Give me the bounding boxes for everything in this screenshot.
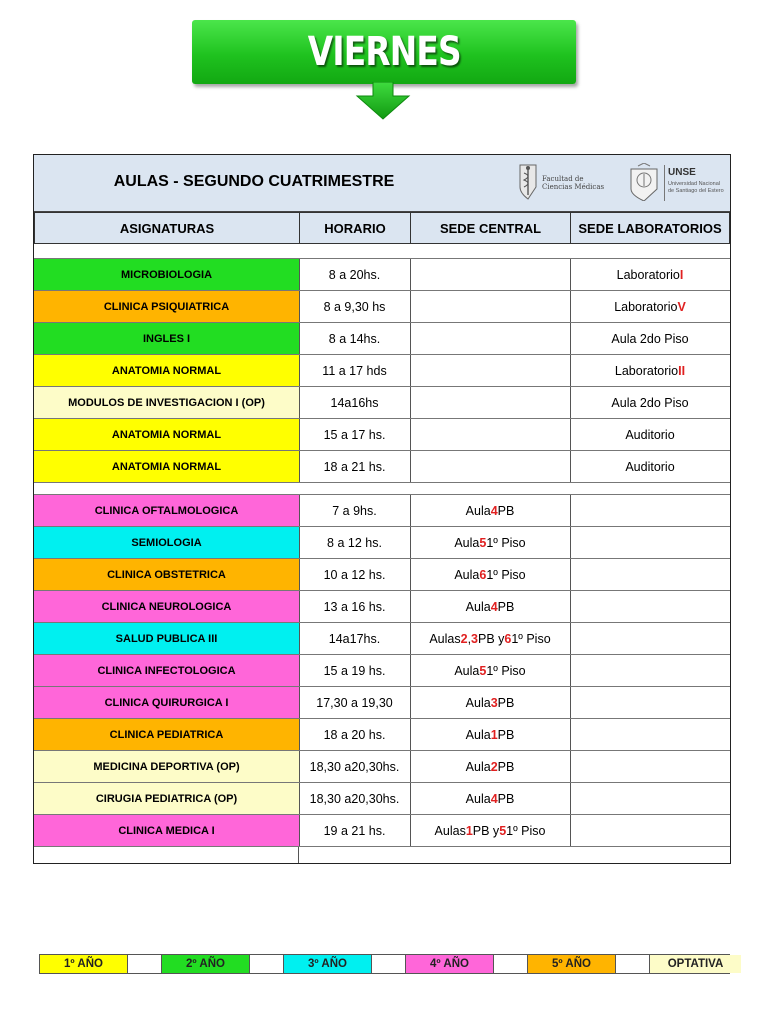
sede-laboratorios-cell xyxy=(570,387,730,419)
schedule-cell: 8 a 20hs. xyxy=(299,259,411,291)
header-asignaturas: ASIGNATURAS xyxy=(34,212,300,244)
room-text: 1º Piso xyxy=(486,567,526,582)
room-text: PB xyxy=(497,503,515,518)
schedule-cell: 8 a 12 hs. xyxy=(299,527,411,559)
room-number: 3 xyxy=(490,695,498,710)
schedule-cell: 13 a 16 hs. xyxy=(299,591,411,623)
sede-central-cell xyxy=(410,527,571,559)
room-number: I xyxy=(679,267,684,282)
subject-cell: ANATOMIA NORMAL xyxy=(34,419,300,451)
room-number: V xyxy=(677,299,686,314)
sede-laboratorios-cell xyxy=(570,259,730,291)
room-number: 5 xyxy=(479,663,487,678)
schedule-cell: 18,30 a20,30hs. xyxy=(299,751,411,783)
university-logo-line2: de Santiago del Estero xyxy=(668,187,724,194)
sede-central-cell xyxy=(410,495,571,527)
room-number: II xyxy=(678,363,686,378)
university-logo xyxy=(628,161,728,207)
room-number: 1 xyxy=(490,727,498,742)
table-title-row xyxy=(34,155,730,212)
schedule-cell: 15 a 17 hs. xyxy=(299,419,411,451)
sede-central-cell xyxy=(410,451,571,483)
legend-gap xyxy=(494,955,528,973)
caduceus-icon xyxy=(516,163,540,201)
sede-central-cell xyxy=(410,259,571,291)
arrow-down-icon xyxy=(355,82,411,120)
room-text: Aula xyxy=(465,759,491,774)
room-number: 6 xyxy=(504,631,512,646)
room-text: Aulas xyxy=(429,631,461,646)
sede-central-cell xyxy=(410,291,571,323)
sede-laboratorios-cell xyxy=(570,783,730,815)
sede-central-cell xyxy=(410,323,571,355)
room-text: Laboratorio xyxy=(616,267,680,282)
room-text: PB xyxy=(497,695,515,710)
sede-central-cell xyxy=(410,419,571,451)
room-text: Aula xyxy=(465,599,491,614)
subject-cell: MICROBIOLOGIA xyxy=(34,259,300,291)
university-logo-line1: Universidad Nacional xyxy=(668,181,720,187)
day-title: VIERNES xyxy=(307,29,461,75)
university-logo-title: UNSE xyxy=(668,167,696,178)
legend-item: 1º AÑO xyxy=(40,955,128,973)
room-text: , xyxy=(467,631,472,646)
year-color-legend xyxy=(39,954,730,974)
room-number: 4 xyxy=(490,599,498,614)
sede-laboratorios-cell xyxy=(570,655,730,687)
subject-cell: CLINICA PEDIATRICA xyxy=(34,719,300,751)
schedule-cell: 18 a 20 hs. xyxy=(299,719,411,751)
subject-cell: CLINICA PSIQUIATRICA xyxy=(34,291,300,323)
subject-cell: CLINICA QUIRURGICA I xyxy=(34,687,300,719)
schedule-table xyxy=(33,154,731,864)
legend-item: 3º AÑO xyxy=(284,955,372,973)
room-text: Aula xyxy=(454,535,480,550)
sede-laboratorios-cell xyxy=(570,751,730,783)
room-number: 6 xyxy=(479,567,487,582)
room-text: Aula xyxy=(465,791,491,806)
sede-laboratorios-cell xyxy=(570,495,730,527)
room-number: 5 xyxy=(479,535,487,550)
legend-gap xyxy=(372,955,406,973)
room-text: Aula 2do Piso xyxy=(611,331,689,346)
sede-central-cell xyxy=(410,719,571,751)
legend-item: OPTATIVA xyxy=(650,955,741,973)
header-sede-central: SEDE CENTRAL xyxy=(410,212,571,244)
subject-cell: INGLES I xyxy=(34,323,300,355)
schedule-cell: 19 a 21 hs. xyxy=(299,815,411,847)
schedule-cell: 15 a 19 hs. xyxy=(299,655,411,687)
room-text: Aula xyxy=(465,727,491,742)
room-text: Aula xyxy=(454,663,480,678)
room-text: Laboratorio xyxy=(614,363,679,378)
sede-laboratorios-cell xyxy=(570,687,730,719)
schedule-cell: 8 a 9,30 hs xyxy=(299,291,411,323)
legend-item: 5º AÑO xyxy=(528,955,616,973)
subject-cell: CLINICA NEUROLOGICA xyxy=(34,591,300,623)
subject-cell: ANATOMIA NORMAL xyxy=(34,355,300,387)
sede-laboratorios-cell xyxy=(570,591,730,623)
schedule-cell: 17,30 a 19,30 xyxy=(299,687,411,719)
sede-laboratorios-cell xyxy=(570,559,730,591)
room-text: 1º Piso xyxy=(511,631,551,646)
university-seal-icon xyxy=(628,163,660,201)
day-banner xyxy=(192,20,576,84)
spacer-row xyxy=(34,483,730,495)
subject-cell: MEDICINA DEPORTIVA (OP) xyxy=(34,751,300,783)
subject-cell: SEMIOLOGIA xyxy=(34,527,300,559)
room-text: Auditorio xyxy=(625,427,675,442)
room-text: 1º Piso xyxy=(486,535,526,550)
sede-laboratorios-cell xyxy=(570,815,730,847)
sede-laboratorios-cell xyxy=(570,355,730,387)
schedule-cell: 18 a 21 hs. xyxy=(299,451,411,483)
subject-cell: CLINICA OBSTETRICA xyxy=(34,559,300,591)
sede-laboratorios-cell xyxy=(570,527,730,559)
room-text: Aulas xyxy=(434,823,466,838)
legend-item: 2º AÑO xyxy=(162,955,250,973)
schedule-cell: 8 a 14hs. xyxy=(299,323,411,355)
sede-central-cell xyxy=(410,623,571,655)
room-text: PB xyxy=(497,791,515,806)
header-horario: HORARIO xyxy=(299,212,411,244)
header-sede-laboratorios: SEDE LABORATORIOS xyxy=(570,212,730,244)
room-text: PB xyxy=(497,759,515,774)
room-text: PB xyxy=(497,727,515,742)
subject-cell: CLINICA OFTALMOLOGICA xyxy=(34,495,300,527)
faculty-logo-line1: Facultad de xyxy=(542,175,584,183)
room-text: Aula xyxy=(465,503,491,518)
room-text: 1º Piso xyxy=(486,663,526,678)
room-text: Aula xyxy=(454,567,480,582)
table-title: AULAS - SEGUNDO CUATRIMESTRE xyxy=(113,173,395,190)
sede-laboratorios-cell xyxy=(570,451,730,483)
spacer-row xyxy=(34,244,730,259)
sede-laboratorios-cell xyxy=(570,323,730,355)
sede-laboratorios-cell xyxy=(570,291,730,323)
sede-central-cell xyxy=(410,355,571,387)
sede-central-cell xyxy=(410,751,571,783)
subject-cell: CLINICA MEDICA I xyxy=(34,815,300,847)
room-number: 2 xyxy=(490,759,498,774)
schedule-cell: 11 a 17 hds xyxy=(299,355,411,387)
room-text: Aula xyxy=(465,695,491,710)
sede-laboratorios-cell xyxy=(570,419,730,451)
room-number: 4 xyxy=(490,791,498,806)
room-number: 2 xyxy=(460,631,468,646)
room-text: PB y xyxy=(478,631,505,646)
room-number: 5 xyxy=(499,823,507,838)
faculty-logo-line2: Ciencias Médicas xyxy=(542,183,605,191)
sede-central-cell xyxy=(410,591,571,623)
sede-laboratorios-cell xyxy=(570,623,730,655)
subject-cell: CLINICA INFECTOLOGICA xyxy=(34,655,300,687)
schedule-cell: 7 a 9hs. xyxy=(299,495,411,527)
subject-cell: CIRUGIA PEDIATRICA (OP) xyxy=(34,783,300,815)
room-text: Laboratorio xyxy=(614,299,678,314)
room-text: Aula 2do Piso xyxy=(611,395,689,410)
schedule-cell: 14a17hs. xyxy=(299,623,411,655)
subject-cell: MODULOS DE INVESTIGACION I (OP) xyxy=(34,387,300,419)
faculty-logo xyxy=(516,161,606,205)
schedule-cell: 14a16hs xyxy=(299,387,411,419)
room-text: PB y xyxy=(472,823,500,838)
legend-gap xyxy=(128,955,162,973)
room-text: PB xyxy=(497,599,515,614)
sede-central-cell xyxy=(410,815,571,847)
room-text: 1º Piso xyxy=(506,823,546,838)
sede-central-cell xyxy=(410,387,571,419)
sede-central-cell xyxy=(410,783,571,815)
legend-item: 4º AÑO xyxy=(406,955,494,973)
sede-central-cell xyxy=(410,559,571,591)
legend-gap xyxy=(616,955,650,973)
room-number: 4 xyxy=(490,503,498,518)
schedule-cell: 10 a 12 hs. xyxy=(299,559,411,591)
empty-row xyxy=(34,847,299,863)
sede-central-cell xyxy=(410,655,571,687)
sede-central-cell xyxy=(410,687,571,719)
room-text: Auditorio xyxy=(625,459,675,474)
room-number: 1 xyxy=(465,823,473,838)
sede-laboratorios-cell xyxy=(570,719,730,751)
legend-gap xyxy=(250,955,284,973)
room-number: 3 xyxy=(471,631,478,646)
subject-cell: SALUD PUBLICA III xyxy=(34,623,300,655)
subject-cell: ANATOMIA NORMAL xyxy=(34,451,300,483)
schedule-cell: 18,30 a20,30hs. xyxy=(299,783,411,815)
